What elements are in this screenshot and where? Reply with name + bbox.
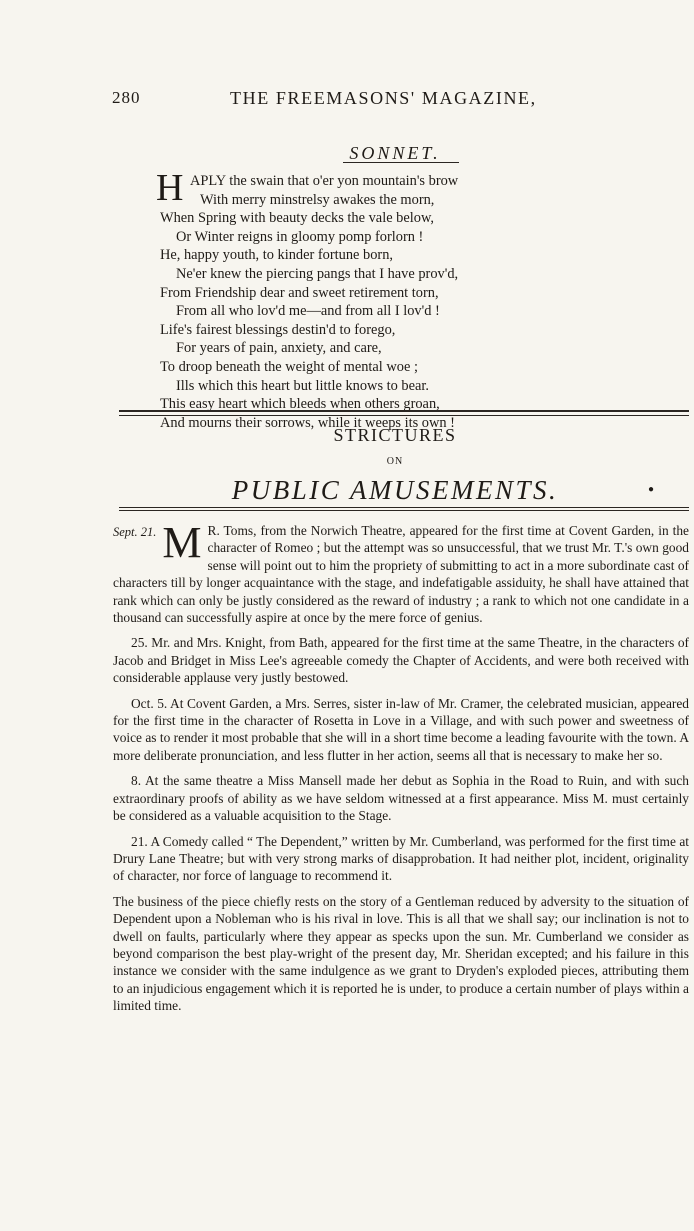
sonnet-poem <box>156 167 560 432</box>
article-paragraph: Oct. 5. At Covent Garden, a Mrs. Serres, sister in-law of Mr. Cramer, the celebrated musician, appeared for the first time in the character of Rosetta in Love in a Village, and with such power and sweetness of voice as to render it most probable that she will in a short time become a leading favourite with the town. A more deliberate pronunciation, and less flutter in her action, seems all that is necessary to make her so. <box>113 695 689 763</box>
poem-line: This easy heart which bleeds when others groan, <box>160 396 440 413</box>
article-paragraph: 25. Mr. and Mrs. Knight, from Bath, appeared for the first time at the same Theatre, in the characters of Jacob and Bridget in Miss Lee's agreeable comedy the Chapter of Accidents, and were both received with considerable applause very justly bestowed. <box>113 635 689 686</box>
sonnet-title-rule <box>343 162 459 163</box>
poem-line: APLY the swain that o'er yon mountain's brow <box>190 173 459 189</box>
date-lead: Sept. 21. <box>113 525 157 539</box>
poem-line: He, happy youth, to kinder fortune born, <box>160 247 393 264</box>
section-heading-public-amusements: PUBLIC AMUSEMENTS. <box>231 475 559 505</box>
magazine-title: THE FREEMASONS' MAGAZINE, <box>230 88 537 108</box>
poem-line: When Spring with beauty decks the vale below, <box>160 210 435 227</box>
article-paragraph: The business of the piece chiefly rests on the story of a Gentleman reduced by adversity to the situation of Dependent upon a Nobleman who is his rival in love. This is all that we shall say; our inclination is not to dwell on faults, particularly where they appear as specks upon the sun. Mr. Cumberland we consider as beyond comparison the best play-wright of the present day, Mr. Sheridan excepted; and his failure in this instance we consider with the same indulgence as we grant to Dryden's exploded pieces, attributing them to an injudicious engagement which it is reported he is under, to produce a certain number of plays within a limited time. <box>113 893 689 1014</box>
section-divider-top <box>119 410 689 416</box>
poem-line: From all who lov'd me—and from all I lov'd ! <box>176 303 440 320</box>
article-body <box>113 518 689 1023</box>
poem-line: Life's fairest blessings destin'd to forego, <box>160 321 396 338</box>
poem-line: With merry minstrelsy awakes the morn, <box>200 191 435 208</box>
section-divider-bottom <box>119 507 689 511</box>
running-head <box>112 88 654 110</box>
poem-line: Ne'er knew the piercing pangs that I have prov'd, <box>176 265 459 282</box>
poem-line: And mourns their sorrows, while it weeps its own ! <box>160 414 455 431</box>
article-paragraph: 21. A Comedy called “ The Dependent,” written by Mr. Cumberland, was performed for the first time at Drury Lane Theatre; but with very strong marks of disapprobation. It had neither plot, incident, originality of character, nor force of language to recommend it. <box>113 833 689 884</box>
paragraph-text: R. Toms, from the Norwich Theatre, appeared for the first time at Covent Garden, in the character of Romeo ; but the attempt was so unsuccessful, that we trust Mr. T.'s own good sense will point out to him the propriety of submitting to act in a more subordinate cast of characters till by longer acquaintance with the stage, and indefatigable assiduity, he shall have attained that rank which can only be justly considered as the reward of industry ; a rank to which not one candidate in a thousand can successfully aspire at once by the mere force of genius. <box>113 523 689 626</box>
poem-line: Ills which this heart but little knows to bear. <box>176 377 429 394</box>
section-heading-on: ON <box>386 456 404 467</box>
article-drop-cap: M <box>162 518 202 567</box>
sonnet-title: SONNET. <box>349 143 441 163</box>
poem-line: From Friendship dear and sweet retirement torn, <box>160 284 439 301</box>
ornament-dot: ● <box>648 484 655 495</box>
poem-line: Or Winter reigns in gloomy pomp forlorn ! <box>176 228 424 245</box>
article-paragraph: 8. At the same theatre a Miss Mansell made her debut as Sophia in the Road to Ruin, and with such extraordinary proofs of ability as we have seldom witnessed at a first appearance. Miss M. must certainly be considered as a valuable acquisition to the Stage. <box>113 773 689 824</box>
section-heading-strictures: STRICTURES <box>333 425 457 445</box>
article-paragraph <box>113 518 689 626</box>
poem-line: To droop beneath the weight of mental woe ; <box>160 358 418 375</box>
sonnet-drop-cap: H <box>156 167 184 209</box>
poem-line: For years of pain, anxiety, and care, <box>176 340 382 357</box>
page-number: 280 <box>112 88 141 107</box>
